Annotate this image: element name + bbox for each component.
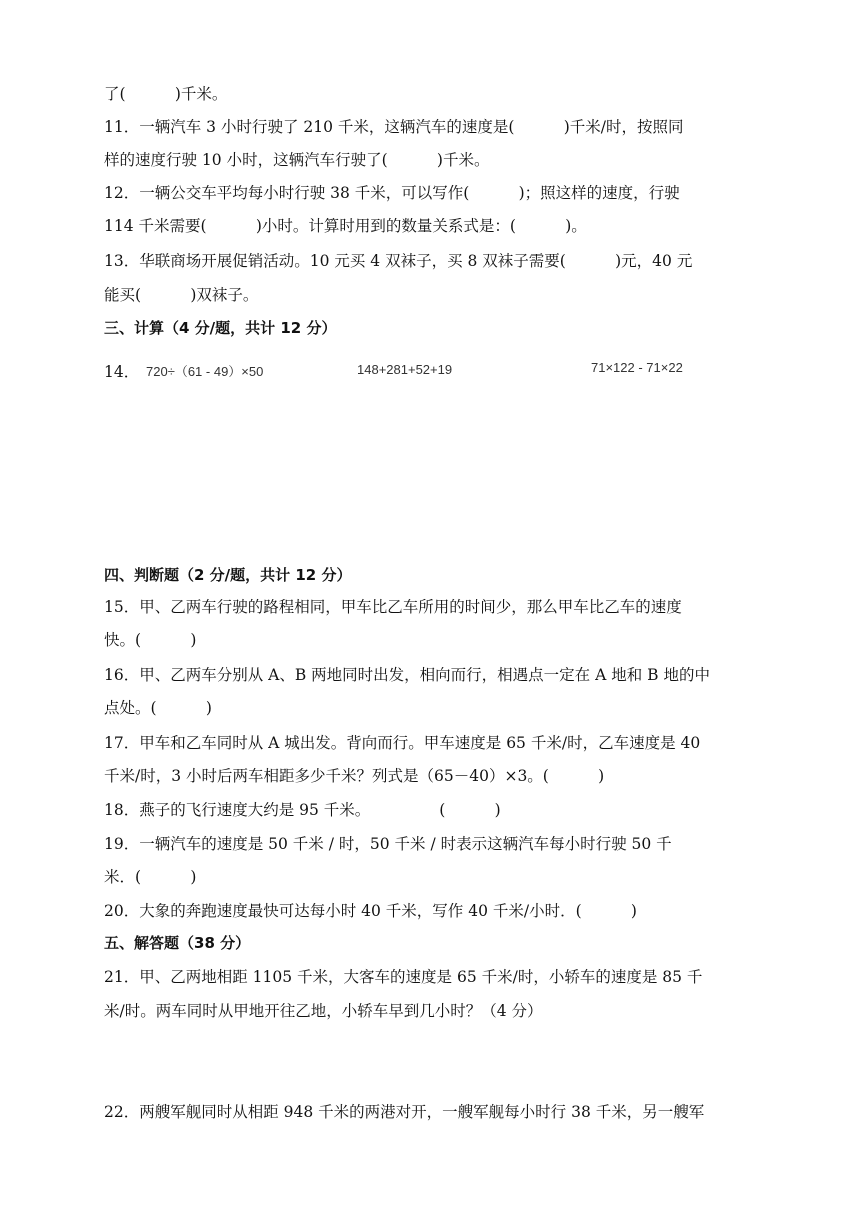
line-1: 了( )千米。 [104,85,228,103]
question-19-line-2: 米．( ) [104,868,197,886]
question-17-line-1: 17．甲车和乙车同时从 A 城出发。背向而行。甲车速度是 65 千米/时，乙车速度是 40 [104,734,701,752]
question-12-line-1: 12．一辆公交车平均每小时行驶 38 千米，可以写作( )；照这样的速度，行驶 [104,184,680,202]
section-4-title: 四、判断题（2 分/题，共计 12 分） [104,566,352,584]
question-20: 20．大象的奔跑速度最快可达每小时 40 千米，写作 40 千米/小时．( ) [104,902,637,920]
expression-3: 71×122 - 71×22 [591,360,683,375]
question-22-line-1: 22．两艘军舰同时从相距 948 千米的两港对开，一艘军舰每小时行 38 千米，另一艘军 [104,1103,705,1121]
question-13-line-2: 能买( )双袜子。 [104,286,259,304]
section-5-title: 五、解答题（38 分） [104,934,251,952]
question-16-line-1: 16．甲、乙两车分别从 A、B 两地同时出发，相向而行，相遇点一定在 A 地和 B 地的中 [104,666,710,684]
question-11-line-1: 11．一辆汽车 3 小时行驶了 210 千米，这辆汽车的速度是( )千米/时，按照同 [104,118,684,136]
question-15-line-1: 15．甲、乙两车行驶的路程相同，甲车比乙车所用的时间少，那么甲车比乙车的速度 [104,598,682,616]
question-21-line-2: 米/时。两车同时从甲地开往乙地，小轿车早到几小时？（4 分） [104,1002,543,1020]
question-15-line-2: 快。( ) [104,631,197,649]
question-18: 18．燕子的飞行速度大约是 95 千米。 ( ) [104,801,501,819]
question-17-line-2: 千米/时，3 小时后两车相距多少千米？列式是（65－40）×3。( ) [104,767,605,785]
question-21-line-1: 21．甲、乙两地相距 1105 千米，大客车的速度是 65 千米/时，小轿车的速度是 85 千 [104,968,703,986]
question-12-line-2: 114 千米需要( )小时。计算时用到的数量关系式是：( )。 [104,217,587,235]
expression-1: 720÷（61 - 49）×50 [146,364,264,379]
question-19-line-1: 19．一辆汽车的速度是 50 千米 / 时，50 千米 / 时表示这辆汽车每小时行驶 50 千 [104,835,672,853]
question-16-line-2: 点处。( ) [104,699,212,717]
question-11-line-2: 样的速度行驶 10 小时，这辆汽车行驶了( )千米。 [104,151,490,169]
section-3-title: 三、计算（4 分/题，共计 12 分） [104,319,337,337]
question-13-line-1: 13．华联商场开展促销活动。10 元买 4 双袜子，买 8 双袜子需要( )元，40 元 [104,252,693,270]
expression-2: 148+281+52+19 [357,362,453,377]
question-14-number: 14． [104,363,140,381]
